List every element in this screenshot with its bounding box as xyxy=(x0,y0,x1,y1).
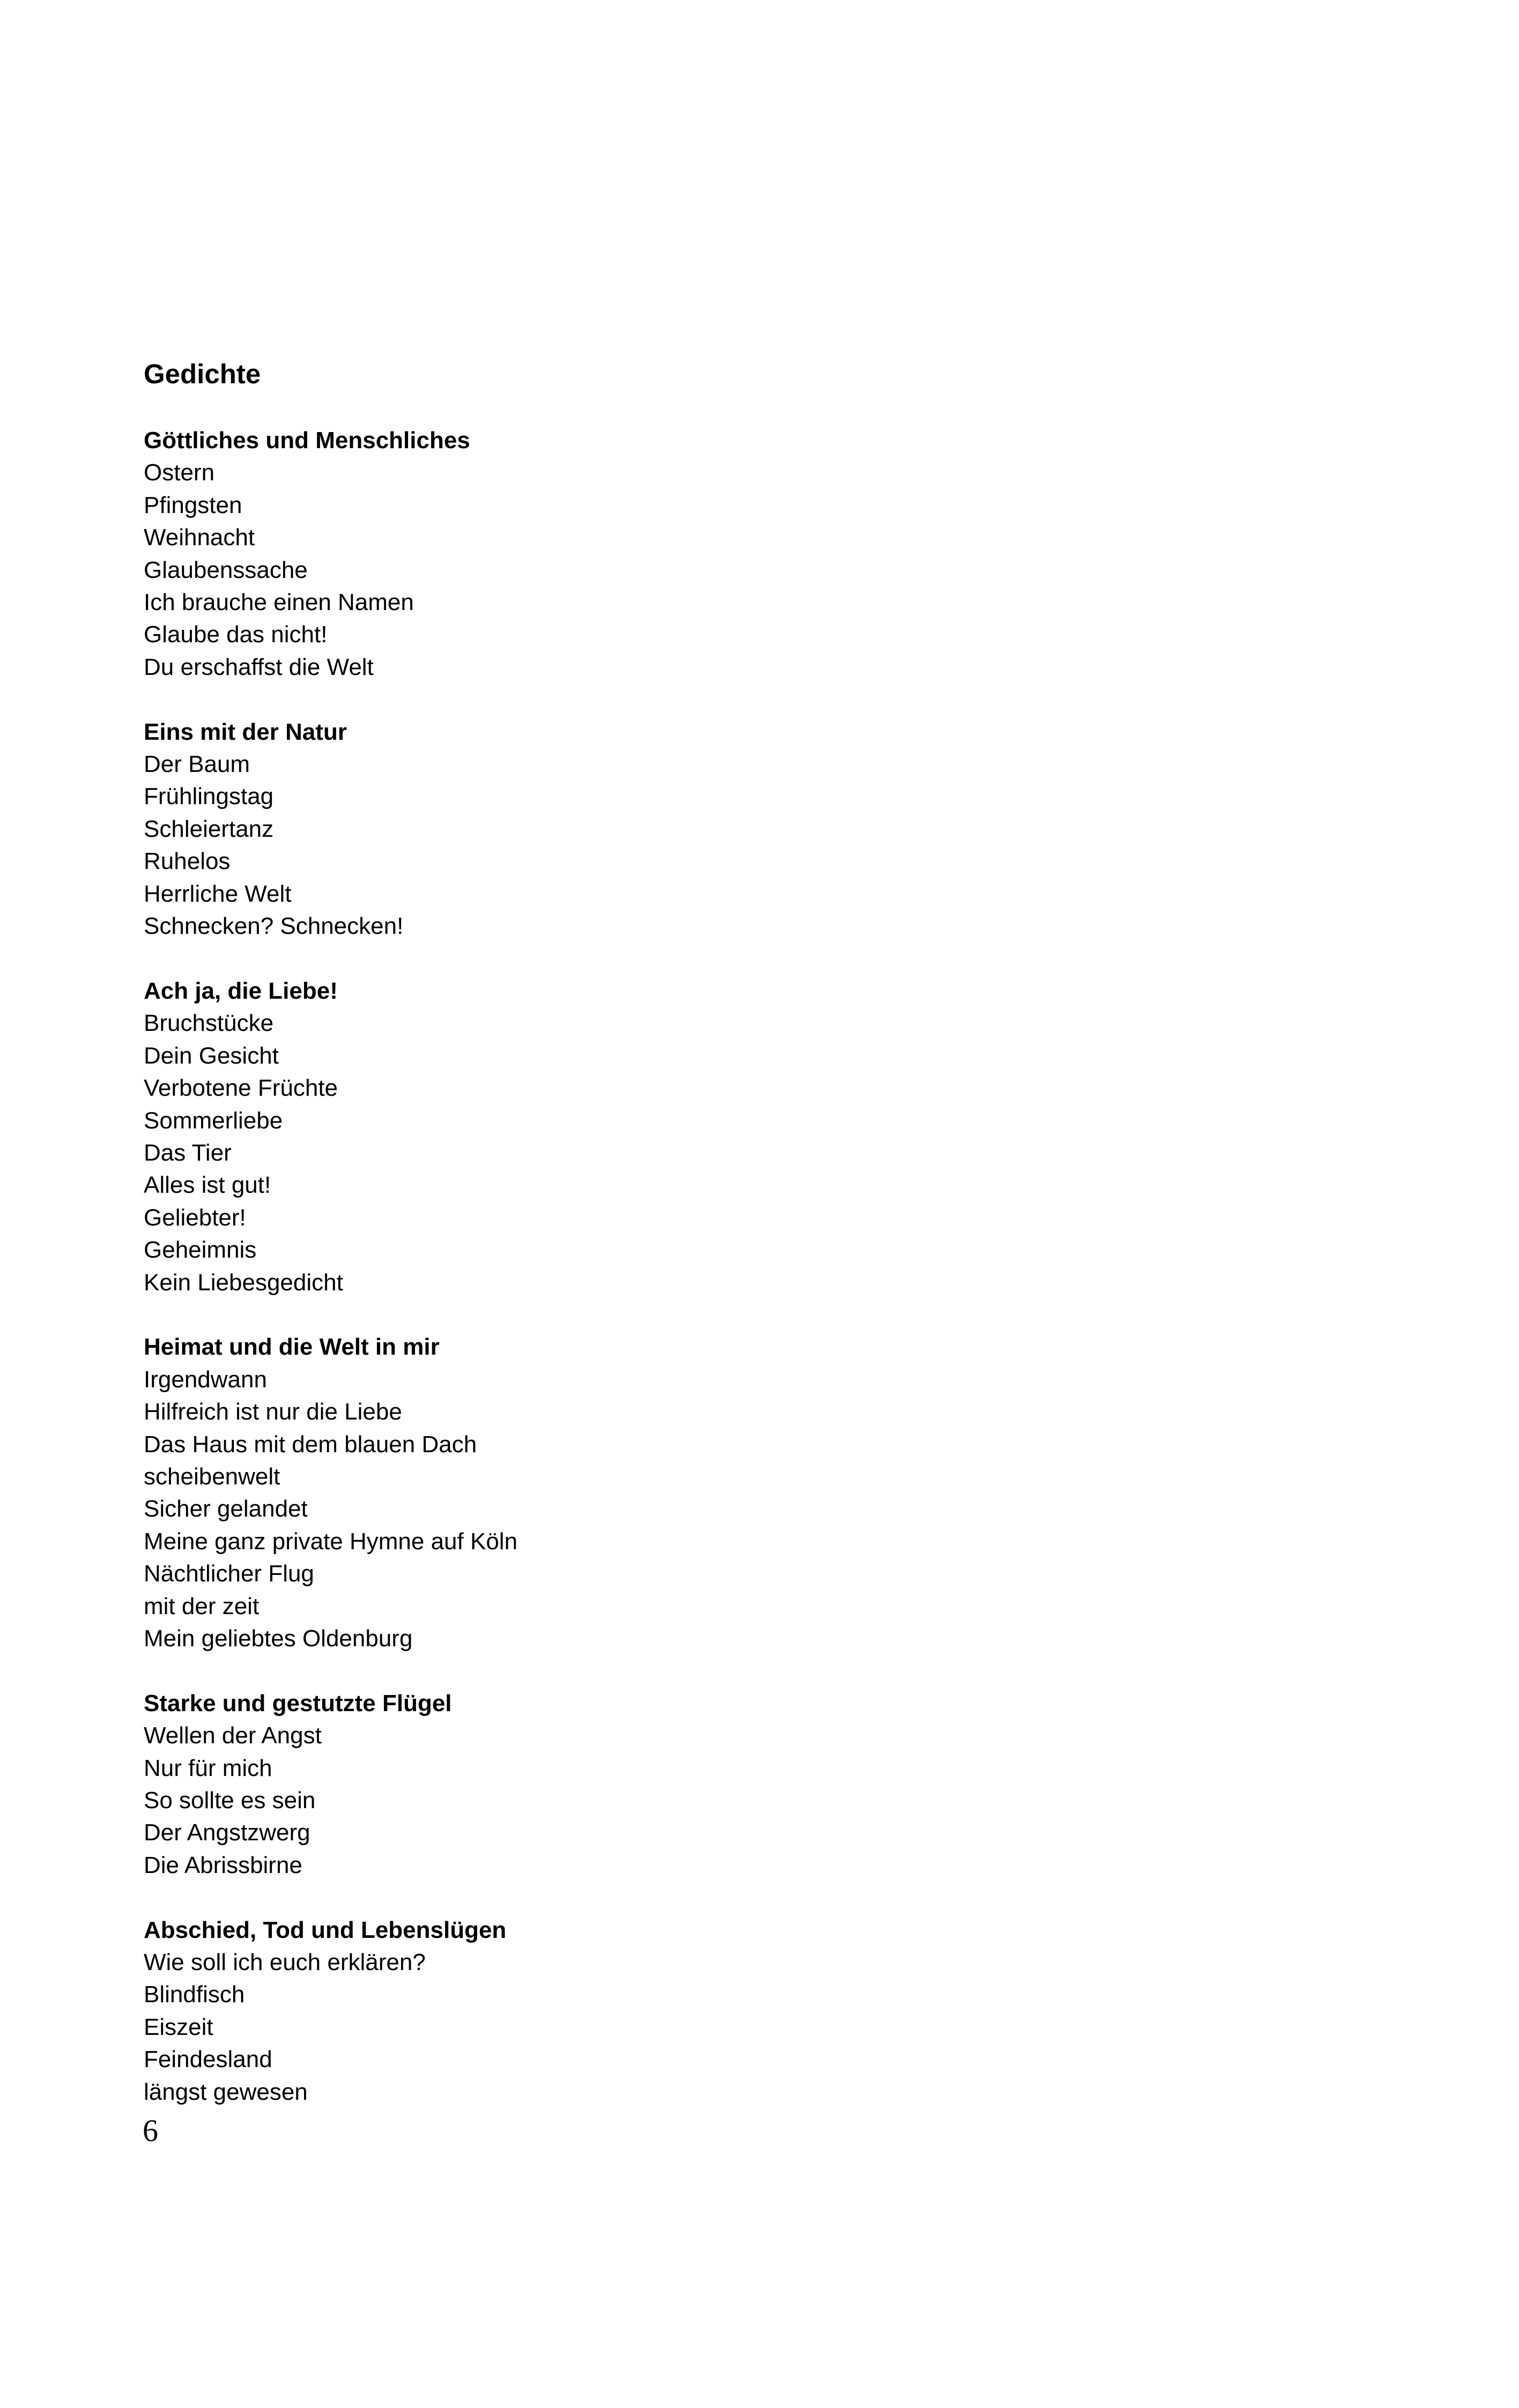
poem-title: scheibenwelt xyxy=(144,1463,280,1490)
poem-title: Das Tier xyxy=(144,1139,232,1166)
poem-title: Weihnacht xyxy=(144,524,255,551)
poem-title: mit der zeit xyxy=(144,1593,260,1619)
poem-title: Wellen der Angst xyxy=(144,1722,322,1749)
section-heading: Göttliches und Menschliches xyxy=(144,427,470,454)
poem-title: Bruchstücke xyxy=(144,1010,274,1037)
poem-title: Ostern xyxy=(144,459,215,486)
poem-title: Die Abrissbirne xyxy=(144,1852,302,1878)
poem-title: Wie soll ich euch erklären? xyxy=(144,1949,426,1976)
poem-title: Ich brauche einen Namen xyxy=(144,589,414,616)
toc-section xyxy=(144,1331,1109,1655)
poem-title: Geheimnis xyxy=(144,1237,257,1264)
poem-title: Verbotene Früchte xyxy=(144,1075,338,1102)
poem-title: Nur für mich xyxy=(144,1755,272,1781)
poem-title: Geliebter! xyxy=(144,1204,246,1231)
poem-title: Sommerliebe xyxy=(144,1107,283,1134)
poem-title: Feindesland xyxy=(144,2046,272,2073)
poem-title: Kein Liebesgedicht xyxy=(144,1269,343,1296)
poem-title: Mein geliebtes Oldenburg xyxy=(144,1625,413,1652)
poem-title: Ruhelos xyxy=(144,848,231,875)
page-title: Gedichte xyxy=(144,359,261,389)
page-number: 6 xyxy=(143,2113,158,2148)
poem-title: Alles ist gut! xyxy=(144,1172,271,1199)
poem-title: Dein Gesicht xyxy=(144,1042,279,1069)
table-of-contents xyxy=(144,425,1109,2141)
section-heading: Eins mit der Natur xyxy=(144,718,347,745)
poem-title: Sicher gelandet xyxy=(144,1496,308,1522)
section-heading: Starke und gestutzte Flügel xyxy=(144,1690,452,1716)
section-heading: Ach ja, die Liebe! xyxy=(144,977,338,1004)
toc-section xyxy=(144,425,1109,683)
poem-title: Der Baum xyxy=(144,751,250,778)
poem-title: Du erschaffst die Welt xyxy=(144,653,374,680)
poem-title: Glaube das nicht! xyxy=(144,621,328,648)
poem-title: Frühlingstag xyxy=(144,783,274,810)
toc-section xyxy=(144,1914,1109,2108)
poem-title: Eiszeit xyxy=(144,2013,213,2040)
poem-title: Herrliche Welt xyxy=(144,880,292,907)
poem-title: längst gewesen xyxy=(144,2078,308,2105)
toc-section xyxy=(144,716,1109,943)
poem-title: Das Haus mit dem blauen Dach xyxy=(144,1431,477,1458)
poem-title: Pfingsten xyxy=(144,492,242,518)
poem-title: Hilfreich ist nur die Liebe xyxy=(144,1399,402,1425)
poem-title: Glaubenssache xyxy=(144,556,308,583)
poem-title: Meine ganz private Hymne auf Köln xyxy=(144,1528,518,1555)
poem-title: Der Angstzwerg xyxy=(144,1819,310,1846)
poem-title: Schleiertanz xyxy=(144,815,274,842)
section-heading: Abschied, Tod und Lebenslügen xyxy=(144,1916,507,1943)
poem-title: Nächtlicher Flug xyxy=(144,1560,314,1587)
poem-title: Schnecken? Schnecken! xyxy=(144,913,404,940)
toc-section xyxy=(144,1688,1109,1882)
section-heading: Heimat und die Welt in mir xyxy=(144,1334,440,1361)
poem-title: Blindfisch xyxy=(144,1981,245,2008)
poem-title: Irgendwann xyxy=(144,1366,267,1393)
toc-section xyxy=(144,975,1109,1299)
poem-title: So sollte es sein xyxy=(144,1787,316,1814)
